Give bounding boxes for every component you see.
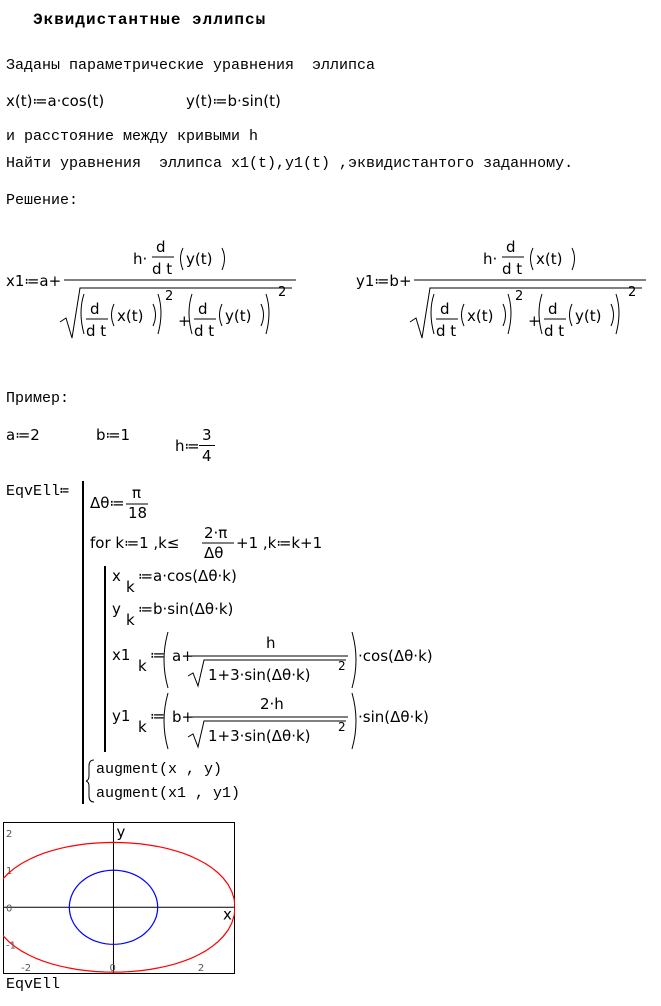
svg-text:h·: h· [483, 250, 498, 268]
svg-text:h·: h· [133, 250, 148, 268]
svg-text:18: 18 [128, 504, 148, 522]
augment-xy: augment(x , y) [96, 761, 223, 778]
svg-text:y1: y1 [112, 707, 131, 725]
svg-text:≔a·cos(Δθ·k): ≔a·cos(Δθ·k) [138, 567, 237, 585]
x-axis-label: x [223, 905, 232, 924]
svg-text:d t: d t [152, 260, 173, 278]
svg-text:+: + [178, 312, 191, 330]
svg-text:·cos(Δθ·k): ·cos(Δθ·k) [358, 647, 433, 665]
x-tick-label: 2 [197, 963, 205, 974]
for-end: +1 ,k≔k+1 [236, 534, 323, 552]
svg-text:x(t): x(t) [536, 250, 563, 268]
formula-y1 [350, 232, 660, 352]
fraction-bar [199, 445, 215, 446]
svg-text:1+3·sin(Δθ·k): 1+3·sin(Δθ·k) [208, 727, 311, 745]
program-bar [82, 481, 84, 804]
svg-text:1+3·sin(Δθ·k): 1+3·sin(Δθ·k) [208, 666, 311, 684]
svg-text:y(t): y(t) [225, 307, 252, 325]
svg-text:d t: d t [436, 322, 457, 340]
svg-text:≔: ≔ [150, 646, 165, 664]
svg-text:d: d [198, 300, 208, 318]
svg-text:y(t): y(t) [575, 307, 602, 325]
svg-text:a+: a+ [172, 647, 194, 665]
svg-text:b+: b+ [172, 708, 195, 726]
param-h-label: h≔ [175, 437, 200, 455]
intro-line-3: Найти уравнения эллипса x1(t),y1(t) ,эквидистантого заданному. [6, 155, 574, 172]
svg-text:x: x [112, 567, 121, 585]
formula-x1 [0, 232, 320, 352]
svg-text:y: y [112, 600, 121, 618]
svg-text:d t: d t [86, 322, 107, 340]
svg-text:x1≔a+: x1≔a+ [6, 272, 62, 290]
svg-text:2: 2 [165, 289, 174, 304]
param-a: a≔2 [6, 426, 40, 444]
y-tick-label: 0 [6, 903, 13, 915]
example-label: Пример: [6, 390, 70, 407]
svg-text:2·h: 2·h [260, 695, 284, 713]
plot-frame [4, 823, 235, 974]
intro-line-1: Заданы параметрические уравнения эллипса [6, 57, 376, 74]
svg-text:2·π: 2·π [204, 524, 228, 542]
plot-caption: EqvEll [6, 976, 61, 993]
svg-text:d: d [506, 238, 516, 256]
svg-text:x1: x1 [112, 646, 131, 664]
param-h-denominator: 4 [202, 447, 212, 465]
for-line: for k≔1 ,k≤ [90, 534, 180, 552]
x-tick-label: 0 [109, 963, 116, 974]
program-body [86, 480, 466, 760]
solution-label: Решение: [6, 192, 79, 209]
augment-x1y1: augment(x1 , y1) [96, 785, 241, 802]
svg-text:y1≔b+: y1≔b+ [356, 272, 412, 290]
param-b: b≔1 [96, 426, 131, 444]
svg-text:2: 2 [515, 289, 524, 304]
svg-text:x(t): x(t) [117, 307, 144, 325]
x-tick-label: -2 [21, 963, 32, 974]
svg-text:d t: d t [544, 322, 565, 340]
svg-text:d: d [440, 300, 450, 318]
svg-text:k: k [126, 611, 135, 629]
svg-text:π: π [132, 484, 142, 502]
svg-text:k: k [138, 657, 147, 675]
svg-text:2: 2 [628, 285, 637, 300]
document-title: Эквидистантные эллипсы [33, 11, 267, 29]
program-name: EqvEll≔ [6, 483, 70, 500]
svg-text:≔: ≔ [150, 707, 165, 725]
svg-text:d t: d t [194, 322, 215, 340]
svg-text:Δθ: Δθ [204, 544, 224, 562]
svg-text:2: 2 [338, 659, 346, 673]
y-tick-label: -1 [6, 940, 16, 952]
svg-text:d t: d t [502, 260, 523, 278]
svg-text:2: 2 [338, 720, 346, 734]
svg-text:d: d [90, 300, 100, 318]
svg-text:+: + [528, 312, 541, 330]
y-tick-label: 1 [6, 866, 13, 878]
y-axis-label: y [116, 823, 126, 841]
y-tick-label: 2 [6, 829, 13, 841]
svg-text:k: k [126, 578, 135, 596]
param-h-numerator: 3 [202, 426, 212, 444]
svg-text:y(t): y(t) [186, 250, 213, 268]
equation-x: x(t)≔a·cos(t) [6, 92, 105, 110]
ellipse-plot[interactable] [3, 822, 235, 974]
equation-y: y(t)≔b·sin(t) [186, 92, 281, 110]
svg-text:≔b·sin(Δθ·k): ≔b·sin(Δθ·k) [138, 600, 234, 618]
svg-text:d: d [548, 300, 558, 318]
svg-text:k: k [138, 718, 147, 736]
svg-text:Δθ≔: Δθ≔ [90, 494, 125, 512]
svg-text:h: h [266, 634, 276, 652]
svg-text:·sin(Δθ·k): ·sin(Δθ·k) [358, 708, 429, 726]
intro-line-2: и расстояние между кривыми h [6, 128, 259, 145]
svg-text:2: 2 [278, 285, 287, 300]
svg-text:d: d [156, 238, 166, 256]
svg-text:x(t): x(t) [467, 307, 494, 325]
